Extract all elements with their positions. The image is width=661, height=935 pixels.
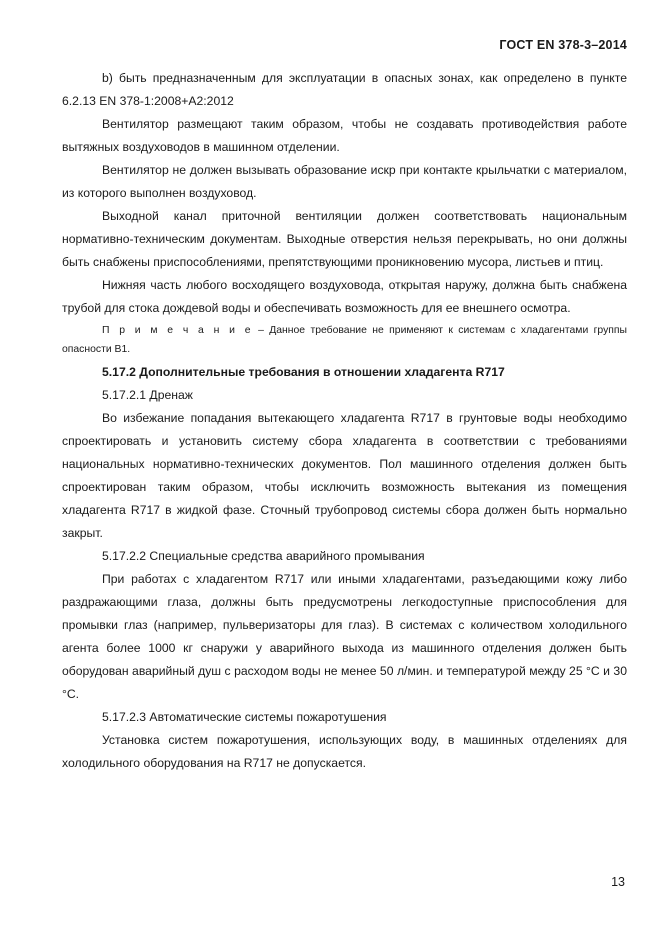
paragraph-supply-outlet: Выходной канал приточной вентиляции должен соответствовать национальным нормативно-техническим документам. Выходные отверстия нельзя перекрывать, но они должны быть снабжены приспособлениями, препятствующими проникновению мусора, листьев и птиц. (62, 209, 627, 269)
subsection-title-drainage: 5.17.2.1 Дренаж (102, 388, 193, 402)
note-text: – Данное требование не применяют к системам с хладагентами группы опасности B1. (62, 325, 627, 355)
paragraph-duct-drain: Нижняя часть любого восходящего воздуховода, открытая наружу, должна быть снабжена трубой для стока дождевой воды и обеспечивать возможность для ее внешнего осмотра. (62, 278, 627, 315)
subsection-title-fire-suppression: 5.17.2.3 Автоматические системы пожаротушения (102, 710, 387, 724)
document-body (62, 67, 627, 775)
note (62, 321, 627, 359)
paragraph-fire-suppression: Установка систем пожаротушения, использующих воду, в машинных отделениях для холодильного оборудования на R717 не допускается. (62, 733, 627, 770)
paragraph-emergency-wash: При работах с хладагентом R717 или иными хладагентами, разъедающими кожу либо раздражающими глаза, должны быть предусмотрены легкодоступные приспособления для промывки глаз (например, пульверизаторы для глаз). В системах с количеством холодильного агента более 1000 кг снаружи у аварийного выхода из машинного отделения должен быть оборудован аварийный душ с расходом воды не менее 50 л/мин. и температурой между 25 °C и 30 °C. (62, 572, 627, 701)
note-label: П р и м е ч а н и е (102, 325, 253, 336)
paragraph-fan-sparks: Вентилятор не должен вызывать образование искр при контакте крыльчатки с материалом, из которого выполнен воздуховод. (62, 163, 627, 200)
paragraph-drainage: Во избежание попадания вытекающего хладагента R717 в грунтовые воды необходимо спроектировать и установить систему сбора хладагента в соответствии с требованиями национальных нормативно-технических документов. Пол машинного отделения должен быть спроектирован таким образом, чтобы исключить возможность вытекания из помещения хладагента R717 в жидкой фазе. Сточный трубопровод системы сбора должен быть нормально закрыт. (62, 411, 627, 540)
section-heading: 5.17.2 Дополнительные требования в отношении хладагента R717 (102, 365, 505, 379)
subsection-title-emergency-wash: 5.17.2.2 Специальные средства аварийного промывания (102, 549, 425, 563)
page-number: 13 (611, 875, 625, 889)
document-number-header: ГОСТ EN 378-3–2014 (499, 38, 627, 52)
paragraph-item-b: b) быть предназначенным для эксплуатации в опасных зонах, как определено в пункте 6.2.13 EN 378-1:2008+A2:2012 (62, 71, 627, 108)
paragraph-fan-placement: Вентилятор размещают таким образом, чтобы не создавать противодействия работе вытяжных воздуховодов в машинном отделении. (62, 117, 627, 154)
